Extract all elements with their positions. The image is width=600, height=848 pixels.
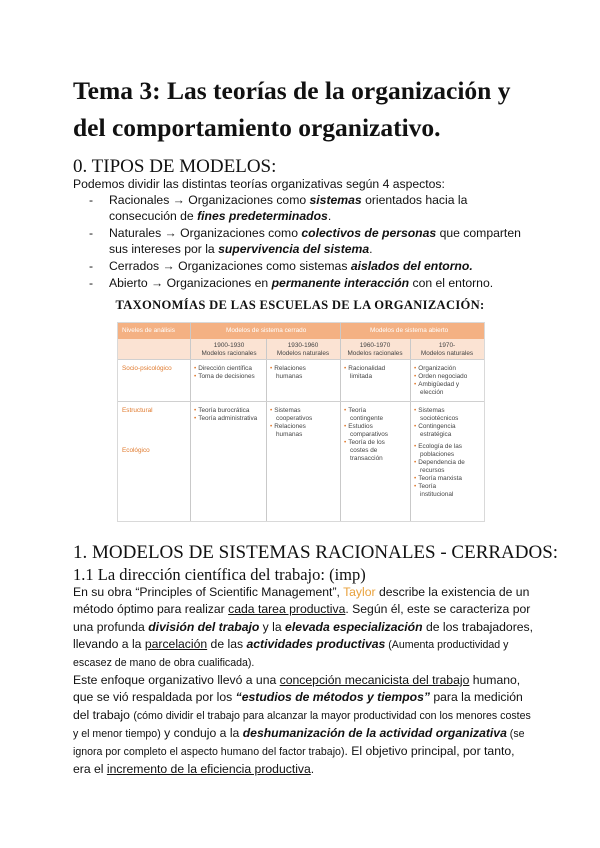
cell-col4-socio: • Organización • Orden negociado • Ambigüedad y elección xyxy=(414,365,468,396)
column-divider xyxy=(410,339,411,521)
cell-col3-socio: • Racionalidad limitada xyxy=(344,365,386,380)
cell-col1-estructural: • Teoría burocrática • Teoría administrativa xyxy=(194,407,258,422)
header-open-systems: Modelos de sistema abierto xyxy=(370,327,449,334)
taxonomy-title: TAXONOMÍAS DE LAS ESCUELAS DE LA ORGANIZACIÓN: xyxy=(115,298,485,312)
period-3: 1960-1970 Modelos racionales xyxy=(347,342,403,357)
cell-col4-estructural: • Sistemas sociotécnicos • Contingencia estratégica xyxy=(414,407,459,438)
document-title: Tema 3: Las teorías de la organización y del comportamiento organizativo. xyxy=(73,76,511,142)
row-divider xyxy=(118,401,484,402)
row-divider xyxy=(118,359,484,360)
paragraph-mecanicista: Este enfoque organizativo llevó a una concepción mecanicista del trabajo humano, que se vió respaldada por los “estudios de métodos y tiempos” para la medición del trabajo (cómo dividir el trabajo para alcanzar la mayor productividad con los menores costes y el menor tiempo) y condujo a la deshumanización de la actividad organizativa (se ignora por completo el aspecto humano del factor trabajo). El objetivo principal, por tanto, era el incremento de la eficiencia productiva. xyxy=(73,673,531,777)
section-0-intro: Podemos dividir las distintas teorías organizativas según 4 aspectos: xyxy=(73,177,445,191)
aspects-list xyxy=(73,192,533,292)
list-item: - Cerrados → Organizaciones como sistemas aislados del entorno. xyxy=(89,259,473,273)
cell-col2-estructural: • Sistemas cooperativos • Relaciones humanas xyxy=(270,407,313,438)
section-1-1-heading: 1.1 La dirección científica del trabajo: (imp) xyxy=(73,565,366,584)
level-ecologico: Ecológico xyxy=(122,447,150,454)
section-1-heading: 1. MODELOS DE SISTEMAS RACIONALES - CERRADOS: xyxy=(73,542,559,563)
column-divider xyxy=(266,339,267,521)
taylor-name: Taylor xyxy=(343,585,376,599)
level-estructural: Estructural xyxy=(122,407,153,414)
list-item: - Naturales → Organizaciones como colectivos de personas que comparten sus intereses por la supervivencia del sistema. xyxy=(89,226,521,256)
list-item: - Abierto → Organizaciones en permanente interacción con el entorno. xyxy=(89,276,494,290)
cell-col1-socio: • Dirección científica • Toma de decisiones xyxy=(194,365,255,380)
column-divider xyxy=(340,323,341,521)
paragraph-taylor: En su obra “Principles of Scientific Management”, Taylor describe la existencia de un método óptimo para realizar cada tarea productiva. Según él, este se caracteriza por una profunda división del trabajo y la elevada especialización de los trabajadores, llevando a la parcelación de las actividades productivas (Aumenta productividad y escasez de mano de obra cualificada). xyxy=(73,585,534,670)
period-1: 1900-1930 Modelos racionales xyxy=(201,342,257,357)
taxonomy-table xyxy=(117,322,485,522)
period-2: 1930-1960 Modelos naturales xyxy=(276,342,330,357)
column-divider xyxy=(190,323,191,521)
period-4: 1970- Modelos naturales xyxy=(420,342,474,357)
list-item: - Racionales → Organizaciones como sistemas orientados hacia la consecución de fines predeterminados. xyxy=(89,193,468,223)
header-levels: Niveles de análisis xyxy=(122,327,175,334)
cell-col3-estructural: • Teoría contingente • Estudios comparativos • Teoría de los costes de transacción xyxy=(344,407,389,462)
header-closed-systems: Modelos de sistema cerrado xyxy=(226,327,307,334)
cell-col4-ecologico: • Ecología de las poblaciones • Dependencia de recursos • Teoría marxista • Teoría institucional xyxy=(414,443,465,498)
cell-col2-socio: • Relaciones humanas xyxy=(270,365,306,380)
section-0-heading: 0. TIPOS DE MODELOS: xyxy=(73,156,277,177)
level-socio: Socio-psicológico xyxy=(122,365,172,372)
